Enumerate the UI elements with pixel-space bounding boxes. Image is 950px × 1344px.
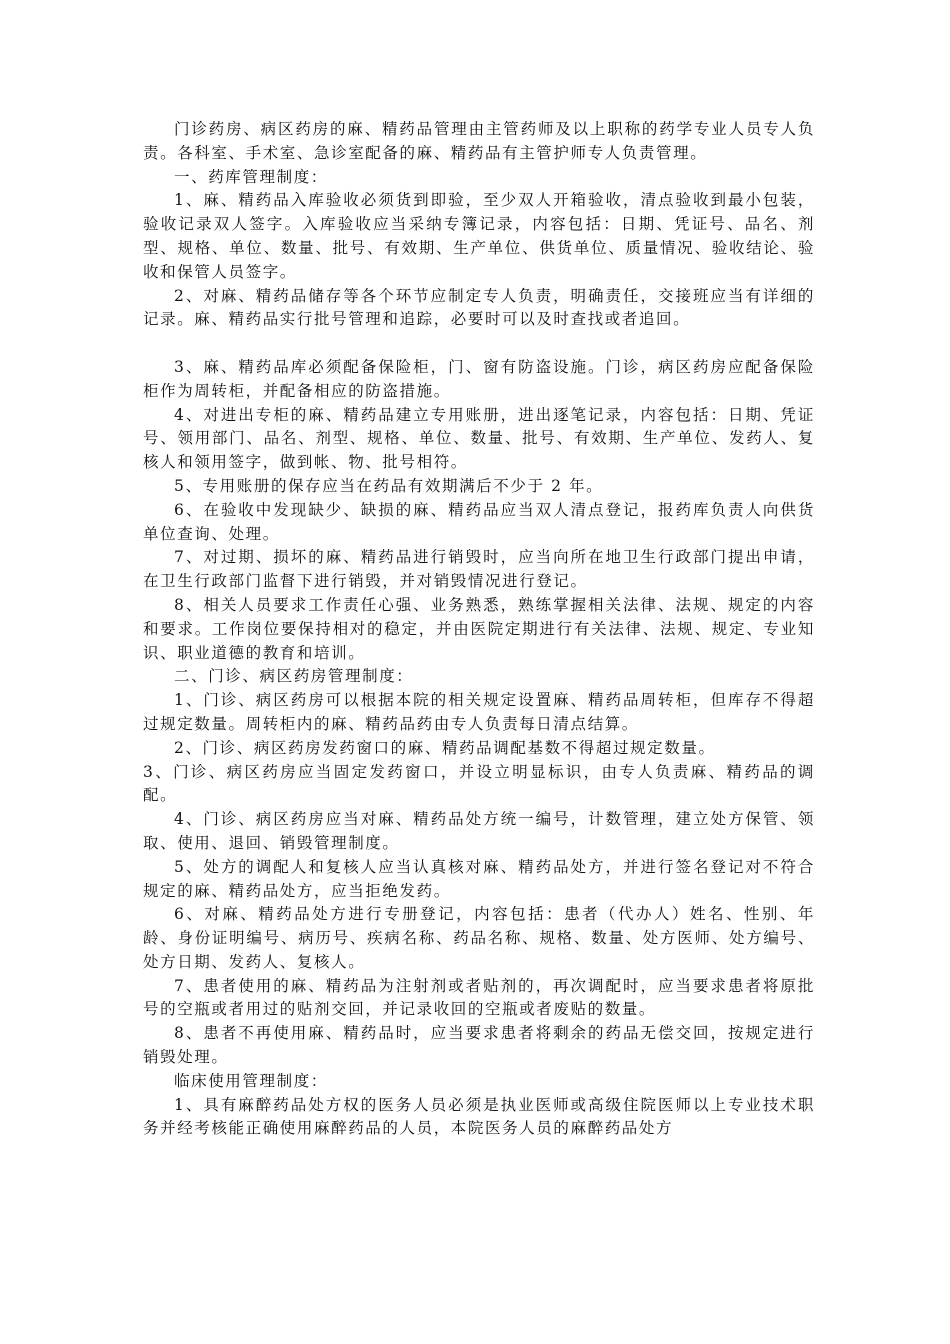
list-item: 3、麻、精药品库必须配备保险柜，门、窗有防盗设施。门诊，病区药房应配备保险柜作为周转柜，并配备相应的防盗措施。 <box>143 357 815 400</box>
list-item: 2、门诊、病区药房发药窗口的麻、精药品调配基数不得超过规定数量。 <box>174 738 716 757</box>
list-item: 4、对进出专柜的麻、精药品建立专用账册，进出逐笔记录，内容包括：日期、凭证号、领用部门、品名、剂型、规格、单位、数量、批号、有效期、生产单位、发药人、复核人和领用签字，做到帐、物、批号相符。 <box>143 405 815 472</box>
list-item: 2、对麻、精药品储存等各个环节应制定专人负责，明确责任，交接班应当有详细的记录。麻、精药品实行批号管理和追踪，必要时可以及时查找或者追回。 <box>143 286 815 329</box>
list-item: 6、在验收中发现缺少、缺损的麻、精药品应当双人清点登记，报药库负责人向供货单位查询、处理。 <box>143 500 815 543</box>
section-heading-warehouse: 一、药库管理制度： <box>174 167 328 186</box>
list-item: 7、患者使用的麻、精药品为注射剂或者贴剂的，再次调配时，应当要求患者将原批号的空瓶或者用过的贴剂交回，并记录收回的空瓶或者废贴的数量。 <box>143 976 815 1019</box>
list-item: 1、门诊、病区药房可以根据本院的相关规定设置麻、精药品周转柜，但库存不得超过规定数量。周转柜内的麻、精药品药由专人负责每日清点结算。 <box>143 691 815 733</box>
section-heading-pharmacy: 二、门诊、病区药房管理制度： <box>174 667 414 686</box>
list-item: 8、患者不再使用麻、精药品时，应当要求患者将剩余的药品无偿交回，按规定进行销毁处理。 <box>143 1024 815 1067</box>
document-page <box>143 118 815 1141</box>
list-item: 5、专用账册的保存应当在药品有效期满后不少于 2 年。 <box>174 476 604 495</box>
list-item: 8、相关人员要求工作责任心强、业务熟悉，熟练掌握相关法律、法规、规定的内容和要求。工作岗位要保持相对的稳定，并由医院定期进行有关法律、法规、规定、专业知识、职业道德的教育和培训。 <box>143 595 815 662</box>
list-item: 3、门诊、病区药房应当固定发药窗口，并设立明显标识，由专人负责麻、精药品的调配。 <box>143 762 815 805</box>
list-item: 5、处方的调配人和复核人应当认真核对麻、精药品处方，并进行签名登记对不符合规定的麻、精药品处方，应当拒绝发药。 <box>143 857 815 900</box>
list-item: 1、具有麻醉药品处方权的医务人员必须是执业医师或高级住院医师以上专业技术职务并经考核能正确使用麻醉药品的人员，本院医务人员的麻醉药品处方 <box>143 1095 815 1138</box>
intro-paragraph: 门诊药房、病区药房的麻、精药品管理由主管药师及以上职称的药学专业人员专人负责。各科室、手术室、急诊室配备的麻、精药品有主管护师专人负责管理。 <box>143 120 815 162</box>
list-item: 7、对过期、损坏的麻、精药品进行销毁时，应当向所在地卫生行政部门提出申请，在卫生行政部门监督下进行销毁，并对销毁情况进行登记。 <box>143 548 815 591</box>
list-item: 4、门诊、病区药房应当对麻、精药品处方统一编号，计数管理，建立处方保管、领取、使用、退回、销毁管理制度。 <box>143 810 815 852</box>
list-item: 1、麻、精药品入库验收必须货到即验，至少双人开箱验收，清点验收到最小包装，验收记录双人签字。入库验收应当采纳专簿记录，内容包括：日期、凭证号、品名、剂型、规格、单位、数量、批号、有效期、生产单位、供货单位、质量情况、验收结论、验收和保管人员签字。 <box>143 191 815 281</box>
section-heading-clinical: 临床使用管理制度： <box>174 1071 328 1090</box>
list-item: 6、对麻、精药品处方进行专册登记，内容包括：患者（代办人）姓名、性别、年龄、身份证明编号、病历号、疾病名称、药品名称、规格、数量、处方医师、处方编号、处方日期、发药人、复核人。 <box>143 905 815 971</box>
